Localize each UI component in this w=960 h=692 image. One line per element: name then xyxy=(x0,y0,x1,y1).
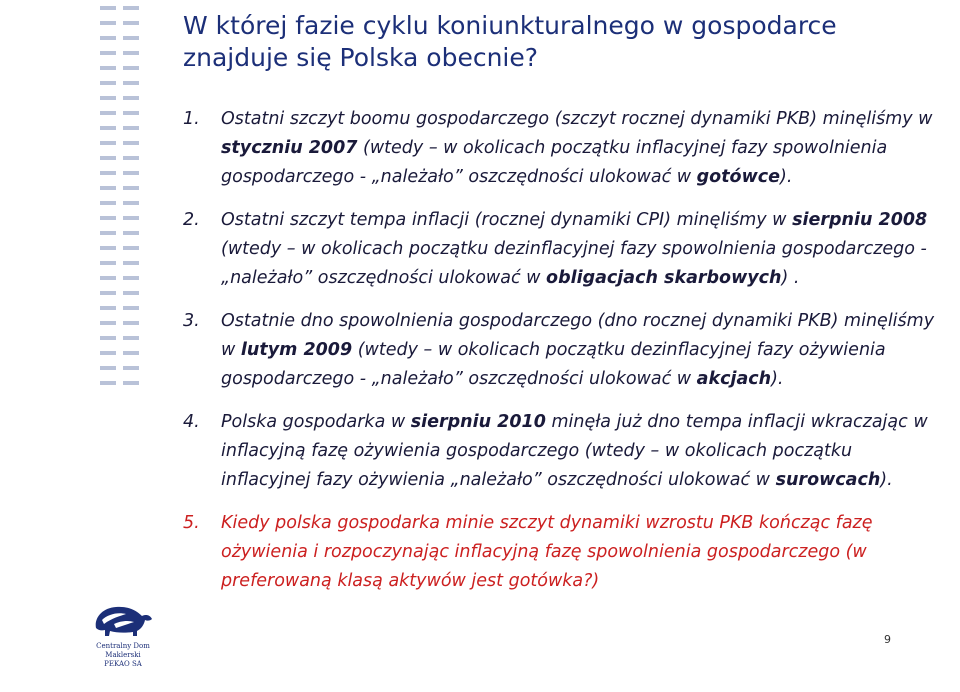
decorative-dash xyxy=(100,21,116,25)
item-text-emphasis: lutym 2009 xyxy=(240,340,353,360)
decorative-dash xyxy=(123,366,139,370)
slide-title: W której fazie cyklu koniunkturalnego w gospodarce znajduje się Polska obecnie? xyxy=(183,11,837,72)
decorative-dash xyxy=(123,186,139,190)
item-text-emphasis: sierpniu 2008 xyxy=(792,210,928,230)
decorative-dash xyxy=(100,36,116,40)
decorative-dash xyxy=(123,306,139,310)
item-text-segment: (wtedy – w okolicach początku dezinflacyjnej fazy spowolnienia gospodarczego - „należało” oszczędności ulokować w xyxy=(221,239,927,288)
decorative-dash xyxy=(100,96,116,100)
item-text-segment: Ostatnie dno spowolnienia gospodarczego (dno rocznej dynamiki PKB) minęliśmy w xyxy=(221,311,935,360)
item-number: 5. xyxy=(183,513,200,533)
decorative-dash xyxy=(123,111,139,115)
decorative-dash xyxy=(100,231,116,235)
decorative-dash xyxy=(100,126,116,130)
item-text-segment: Kiedy polska gospodarka minie szczyt dynamiki wzrostu PKB kończąc fazę ożywienia i rozpoczynając inflacyjną fazę spowolnienia gospodarczego (w preferowaną klasą aktywów jest gotówka?) xyxy=(221,513,873,591)
decorative-dash xyxy=(100,366,116,370)
decorative-dash xyxy=(123,141,139,145)
item-number: 3. xyxy=(183,311,200,331)
decorative-dash xyxy=(123,81,139,85)
decorative-dash xyxy=(100,336,116,340)
item-text-emphasis: sierpniu 2010 xyxy=(410,412,546,432)
decorative-dash xyxy=(100,171,116,175)
decorative-dash xyxy=(100,291,116,295)
list-item-3 xyxy=(183,307,943,394)
decorative-dash xyxy=(123,351,139,355)
decorative-dash xyxy=(123,321,139,325)
decorative-dash xyxy=(123,66,139,70)
decorative-dash xyxy=(100,306,116,310)
decorative-dash xyxy=(100,276,116,280)
list-item-4 xyxy=(183,408,943,495)
item-text-segment: ). xyxy=(880,470,893,490)
decorative-dash xyxy=(123,21,139,25)
item-number: 4. xyxy=(183,412,200,432)
decorative-dash xyxy=(100,66,116,70)
company-logo xyxy=(78,600,168,669)
item-text-emphasis: obligacjach skarbowych xyxy=(546,268,782,288)
decorative-dash xyxy=(123,381,139,385)
decorative-dash xyxy=(123,261,139,265)
item-text-segment: (wtedy – w okolicach początku dezinflacyjnej fazy ożywienia gospodarczego - „należało” oszczędności ulokować w xyxy=(221,340,886,389)
decorative-dash xyxy=(123,276,139,280)
item-text-segment: Ostatni szczyt boomu gospodarczego (szczyt rocznej dynamiki PKB) minęliśmy w xyxy=(221,109,933,129)
decorative-dash xyxy=(100,111,116,115)
decorative-dash xyxy=(100,321,116,325)
decorative-dash xyxy=(100,156,116,160)
item-text-segment: ). xyxy=(780,167,793,187)
decorative-dash xyxy=(123,96,139,100)
decorative-dash xyxy=(100,51,116,55)
list-item-2 xyxy=(183,206,943,293)
decorative-dash xyxy=(123,231,139,235)
bison-icon xyxy=(92,600,154,638)
item-text-emphasis: styczniu 2007 xyxy=(221,138,358,158)
item-text-segment: Polska gospodarka w xyxy=(221,412,411,432)
decorative-dash xyxy=(100,186,116,190)
decorative-dash xyxy=(123,246,139,250)
item-text-segment: ) . xyxy=(781,268,800,288)
item-text-emphasis: gotówce xyxy=(696,167,780,187)
logo-subname: PEKAO SA xyxy=(104,660,142,668)
decorative-dash xyxy=(123,216,139,220)
decorative-dash-pattern xyxy=(100,6,139,385)
decorative-dash xyxy=(100,216,116,220)
decorative-dash xyxy=(123,36,139,40)
decorative-dash xyxy=(100,351,116,355)
decorative-dash xyxy=(123,51,139,55)
decorative-dash xyxy=(123,156,139,160)
item-text-segment: Ostatni szczyt tempa inflacji (rocznej dynamiki CPI) minęliśmy w xyxy=(221,210,793,230)
decorative-dash xyxy=(100,261,116,265)
decorative-dash xyxy=(123,291,139,295)
decorative-dash xyxy=(100,6,116,10)
list-item-1 xyxy=(183,105,943,192)
item-text-segment: (wtedy – w okolicach początku inflacyjnej fazy spowolnienia gospodarczego - „należało” oszczędności ulokować w xyxy=(221,138,888,187)
item-text-segment: minęła już dno tempa inflacji wkraczając w inflacyjną fazę ożywienia gospodarczego (wtedy – w okolicach początku inflacyjnej fazy ożywienia „należało” oszczędności ulokować w xyxy=(221,412,928,490)
decorative-dash xyxy=(100,246,116,250)
logo-name: Centralny Dom Maklerski xyxy=(96,642,150,659)
item-text-segment: ). xyxy=(771,369,784,389)
item-text-emphasis: surowcach xyxy=(775,470,881,490)
item-text-emphasis: akcjach xyxy=(696,369,772,389)
decorative-dash xyxy=(123,201,139,205)
decorative-dash xyxy=(123,6,139,10)
decorative-dash xyxy=(123,336,139,340)
decorative-dash xyxy=(100,201,116,205)
decorative-dash xyxy=(100,81,116,85)
list-item-5 xyxy=(183,509,943,596)
page-number: 9 xyxy=(884,633,891,646)
item-number: 1. xyxy=(183,109,200,129)
decorative-dash xyxy=(123,126,139,130)
decorative-dash xyxy=(100,141,116,145)
decorative-dash xyxy=(100,381,116,385)
decorative-dash xyxy=(123,171,139,175)
item-number: 2. xyxy=(183,210,200,230)
question-list xyxy=(183,105,943,596)
